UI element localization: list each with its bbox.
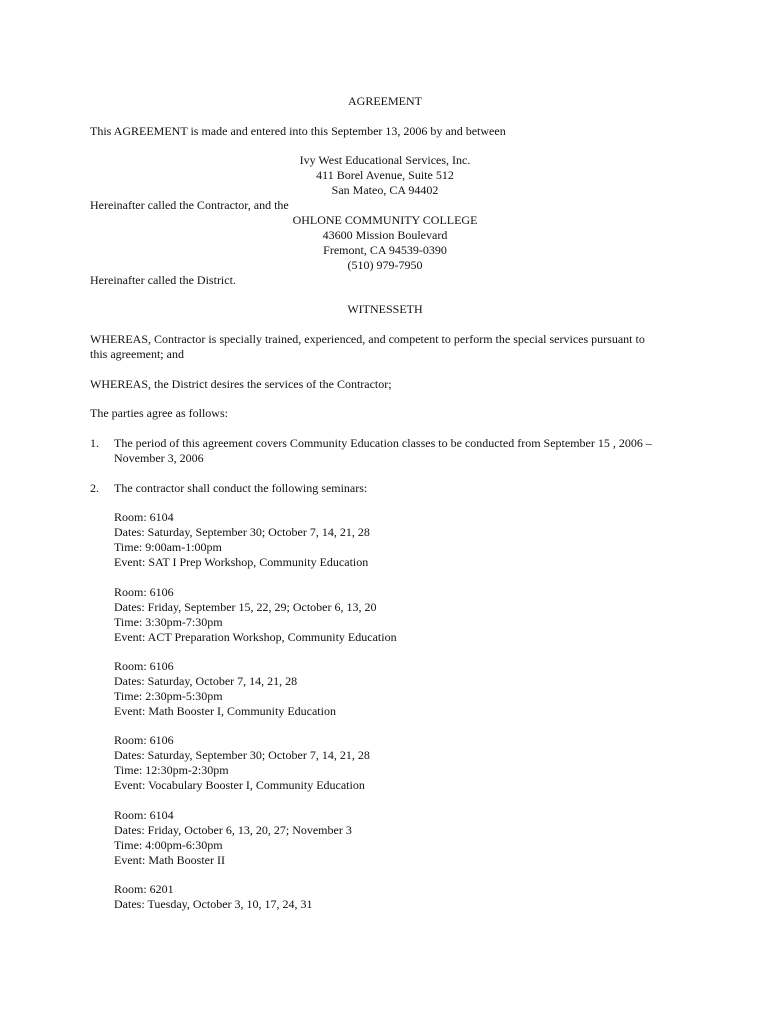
seminar-time: Time: 3:30pm-7:30pm bbox=[114, 615, 223, 629]
seminar-room: Room: 6104 bbox=[114, 808, 174, 822]
seminar-room: Room: 6104 bbox=[114, 510, 174, 524]
whereas-1-line1: WHEREAS, Contractor is specially trained, experienced, and competent to perform the special services pursuant to bbox=[90, 332, 645, 346]
contractor-name: Ivy West Educational Services, Inc. bbox=[299, 153, 471, 167]
item-2-text: The contractor shall conduct the following seminars: bbox=[114, 481, 368, 495]
item-1-line1: The period of this agreement covers Community Education classes to be conducted from September 15 , 2006 – bbox=[114, 436, 652, 450]
district-label: Hereinafter called the District. bbox=[90, 273, 236, 287]
whereas-1-line2: this agreement; and bbox=[90, 347, 184, 361]
seminar-room: Room: 6106 bbox=[114, 659, 174, 673]
contractor-address-line2: San Mateo, CA 94402 bbox=[331, 183, 439, 197]
seminar-room: Room: 6201 bbox=[114, 882, 174, 896]
intro-paragraph: This AGREEMENT is made and entered into this September 13, 2006 by and between bbox=[90, 124, 506, 138]
seminar-dates: Dates: Saturday, September 30; October 7, 14, 21, 28 bbox=[114, 525, 370, 539]
document-title: AGREEMENT bbox=[348, 94, 422, 108]
seminar-dates: Dates: Saturday, October 7, 14, 21, 28 bbox=[114, 674, 298, 688]
district-address-line1: 43600 Mission Boulevard bbox=[322, 228, 448, 242]
district-address-line2: Fremont, CA 94539-0390 bbox=[323, 243, 447, 257]
parties-agree: The parties agree as follows: bbox=[90, 406, 228, 420]
seminar-dates: Dates: Tuesday, October 3, 10, 17, 24, 31 bbox=[114, 897, 313, 911]
seminar-room: Room: 6106 bbox=[114, 585, 174, 599]
seminar-dates: Dates: Friday, October 6, 13, 20, 27; November 3 bbox=[114, 823, 352, 837]
seminar-time: Time: 4:00pm-6:30pm bbox=[114, 838, 223, 852]
seminar-time: Time: 2:30pm-5:30pm bbox=[114, 689, 223, 703]
district-phone: (510) 979-7950 bbox=[347, 258, 423, 272]
seminar-event: Event: Vocabulary Booster I, Community Education bbox=[114, 778, 365, 792]
contractor-address-line1: 411 Borel Avenue, Suite 512 bbox=[316, 168, 454, 182]
witnesseth-heading: WITNESSETH bbox=[347, 302, 423, 316]
seminar-event: Event: SAT I Prep Workshop, Community Education bbox=[114, 555, 369, 569]
seminar-time: Time: 9:00am-1:00pm bbox=[114, 540, 222, 554]
seminar-time: Time: 12:30pm-2:30pm bbox=[114, 763, 229, 777]
item-2-number: 2. bbox=[90, 481, 99, 495]
seminar-dates: Dates: Friday, September 15, 22, 29; October 6, 13, 20 bbox=[114, 600, 377, 614]
contractor-label: Hereinafter called the Contractor, and the bbox=[90, 198, 289, 212]
whereas-2: WHEREAS, the District desires the services of the Contractor; bbox=[90, 377, 392, 391]
item-1-line2: November 3, 2006 bbox=[114, 451, 204, 465]
district-name: OHLONE COMMUNITY COLLEGE bbox=[292, 213, 478, 227]
seminar-room: Room: 6106 bbox=[114, 733, 174, 747]
seminar-event: Event: Math Booster I, Community Education bbox=[114, 704, 336, 718]
seminar-event: Event: Math Booster II bbox=[114, 853, 225, 867]
item-1-number: 1. bbox=[90, 436, 99, 450]
seminar-event: Event: ACT Preparation Workshop, Community Education bbox=[114, 630, 397, 644]
seminar-dates: Dates: Saturday, September 30; October 7, 14, 21, 28 bbox=[114, 748, 370, 762]
